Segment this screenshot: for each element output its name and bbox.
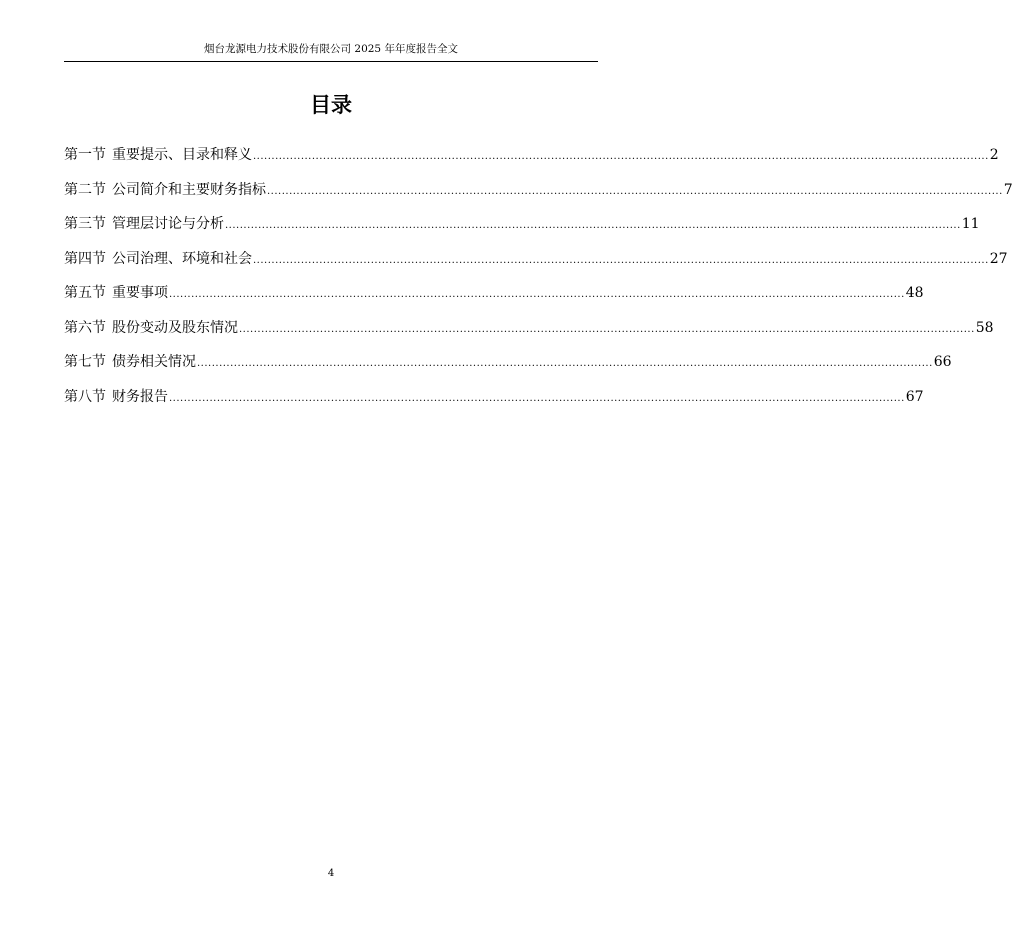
toc-section-title: 财务报告 bbox=[112, 388, 168, 405]
toc-entry-label bbox=[64, 247, 252, 271]
toc-entry-section-2[interactable] bbox=[64, 178, 1013, 213]
toc-page-number: 2 bbox=[989, 147, 999, 163]
toc-page-number: 58 bbox=[975, 319, 994, 336]
toc-section-title: 股份变动及股东情况 bbox=[112, 319, 238, 336]
toc-section-title: 公司简介和主要财务指标 bbox=[112, 181, 266, 198]
toc-page-number: 48 bbox=[905, 285, 924, 301]
toc-page-number: 7 bbox=[1003, 181, 1013, 198]
toc-leader-dots: ........................................................................................................................................................................................................ bbox=[225, 220, 961, 231]
toc-section-number: 第一节 bbox=[64, 147, 106, 163]
running-header: 烟台龙源电力技术股份有限公司 2025 年年度报告全文 bbox=[64, 40, 598, 62]
toc-entry-label bbox=[64, 143, 252, 167]
toc-section-title: 管理层讨论与分析 bbox=[112, 216, 224, 232]
toc-entry-section-1[interactable] bbox=[64, 143, 999, 178]
toc-section-title: 重要事项 bbox=[112, 285, 168, 301]
toc-entry-label bbox=[64, 350, 196, 374]
toc-section-title: 债券相关情况 bbox=[112, 354, 196, 370]
toc-section-number: 第三节 bbox=[64, 216, 106, 232]
toc-leader-dots: ........................................................................................................................................................................................................ bbox=[253, 151, 989, 162]
toc-section-number: 第六节 bbox=[64, 319, 106, 336]
toc-entry-section-7[interactable] bbox=[64, 350, 952, 385]
toc-page-number: 11 bbox=[961, 216, 980, 232]
toc-entry-section-5[interactable] bbox=[64, 281, 924, 316]
toc-section-number: 第四节 bbox=[64, 250, 106, 267]
toc-entry-label bbox=[64, 385, 168, 409]
toc-entry-label bbox=[64, 178, 266, 202]
table-of-contents bbox=[64, 143, 1013, 419]
toc-page-number: 67 bbox=[905, 388, 924, 405]
toc-leader-dots: ........................................................................................................................................................................................................ bbox=[267, 185, 1003, 197]
footer-page-number: 4 bbox=[327, 868, 335, 879]
toc-section-number: 第二节 bbox=[64, 181, 106, 198]
toc-section-title: 公司治理、环境和社会 bbox=[112, 250, 252, 267]
toc-section-number: 第七节 bbox=[64, 354, 106, 370]
toc-entry-section-8[interactable] bbox=[64, 385, 924, 420]
toc-entry-label bbox=[64, 316, 238, 340]
toc-leader-dots: ........................................................................................................................................................................................................ bbox=[239, 323, 975, 335]
toc-entry-label bbox=[64, 281, 168, 305]
toc-section-number: 第八节 bbox=[64, 388, 106, 405]
toc-section-title: 重要提示、目录和释义 bbox=[112, 147, 252, 163]
toc-entry-section-3[interactable] bbox=[64, 212, 980, 247]
toc-entry-section-6[interactable] bbox=[64, 316, 994, 351]
toc-leader-dots: ........................................................................................................................................................................................................ bbox=[253, 254, 989, 266]
toc-page-number: 66 bbox=[933, 354, 952, 370]
toc-leader-dots: ........................................................................................................................................................................................................ bbox=[169, 392, 905, 404]
toc-leader-dots: ........................................................................................................................................................................................................ bbox=[169, 289, 905, 300]
toc-section-number: 第五节 bbox=[64, 285, 106, 301]
toc-entry-label bbox=[64, 212, 224, 236]
page-title: 目录 bbox=[310, 93, 352, 117]
toc-leader-dots: ........................................................................................................................................................................................................ bbox=[197, 358, 933, 369]
toc-page-number: 27 bbox=[989, 250, 1008, 267]
toc-entry-section-4[interactable] bbox=[64, 247, 1008, 282]
